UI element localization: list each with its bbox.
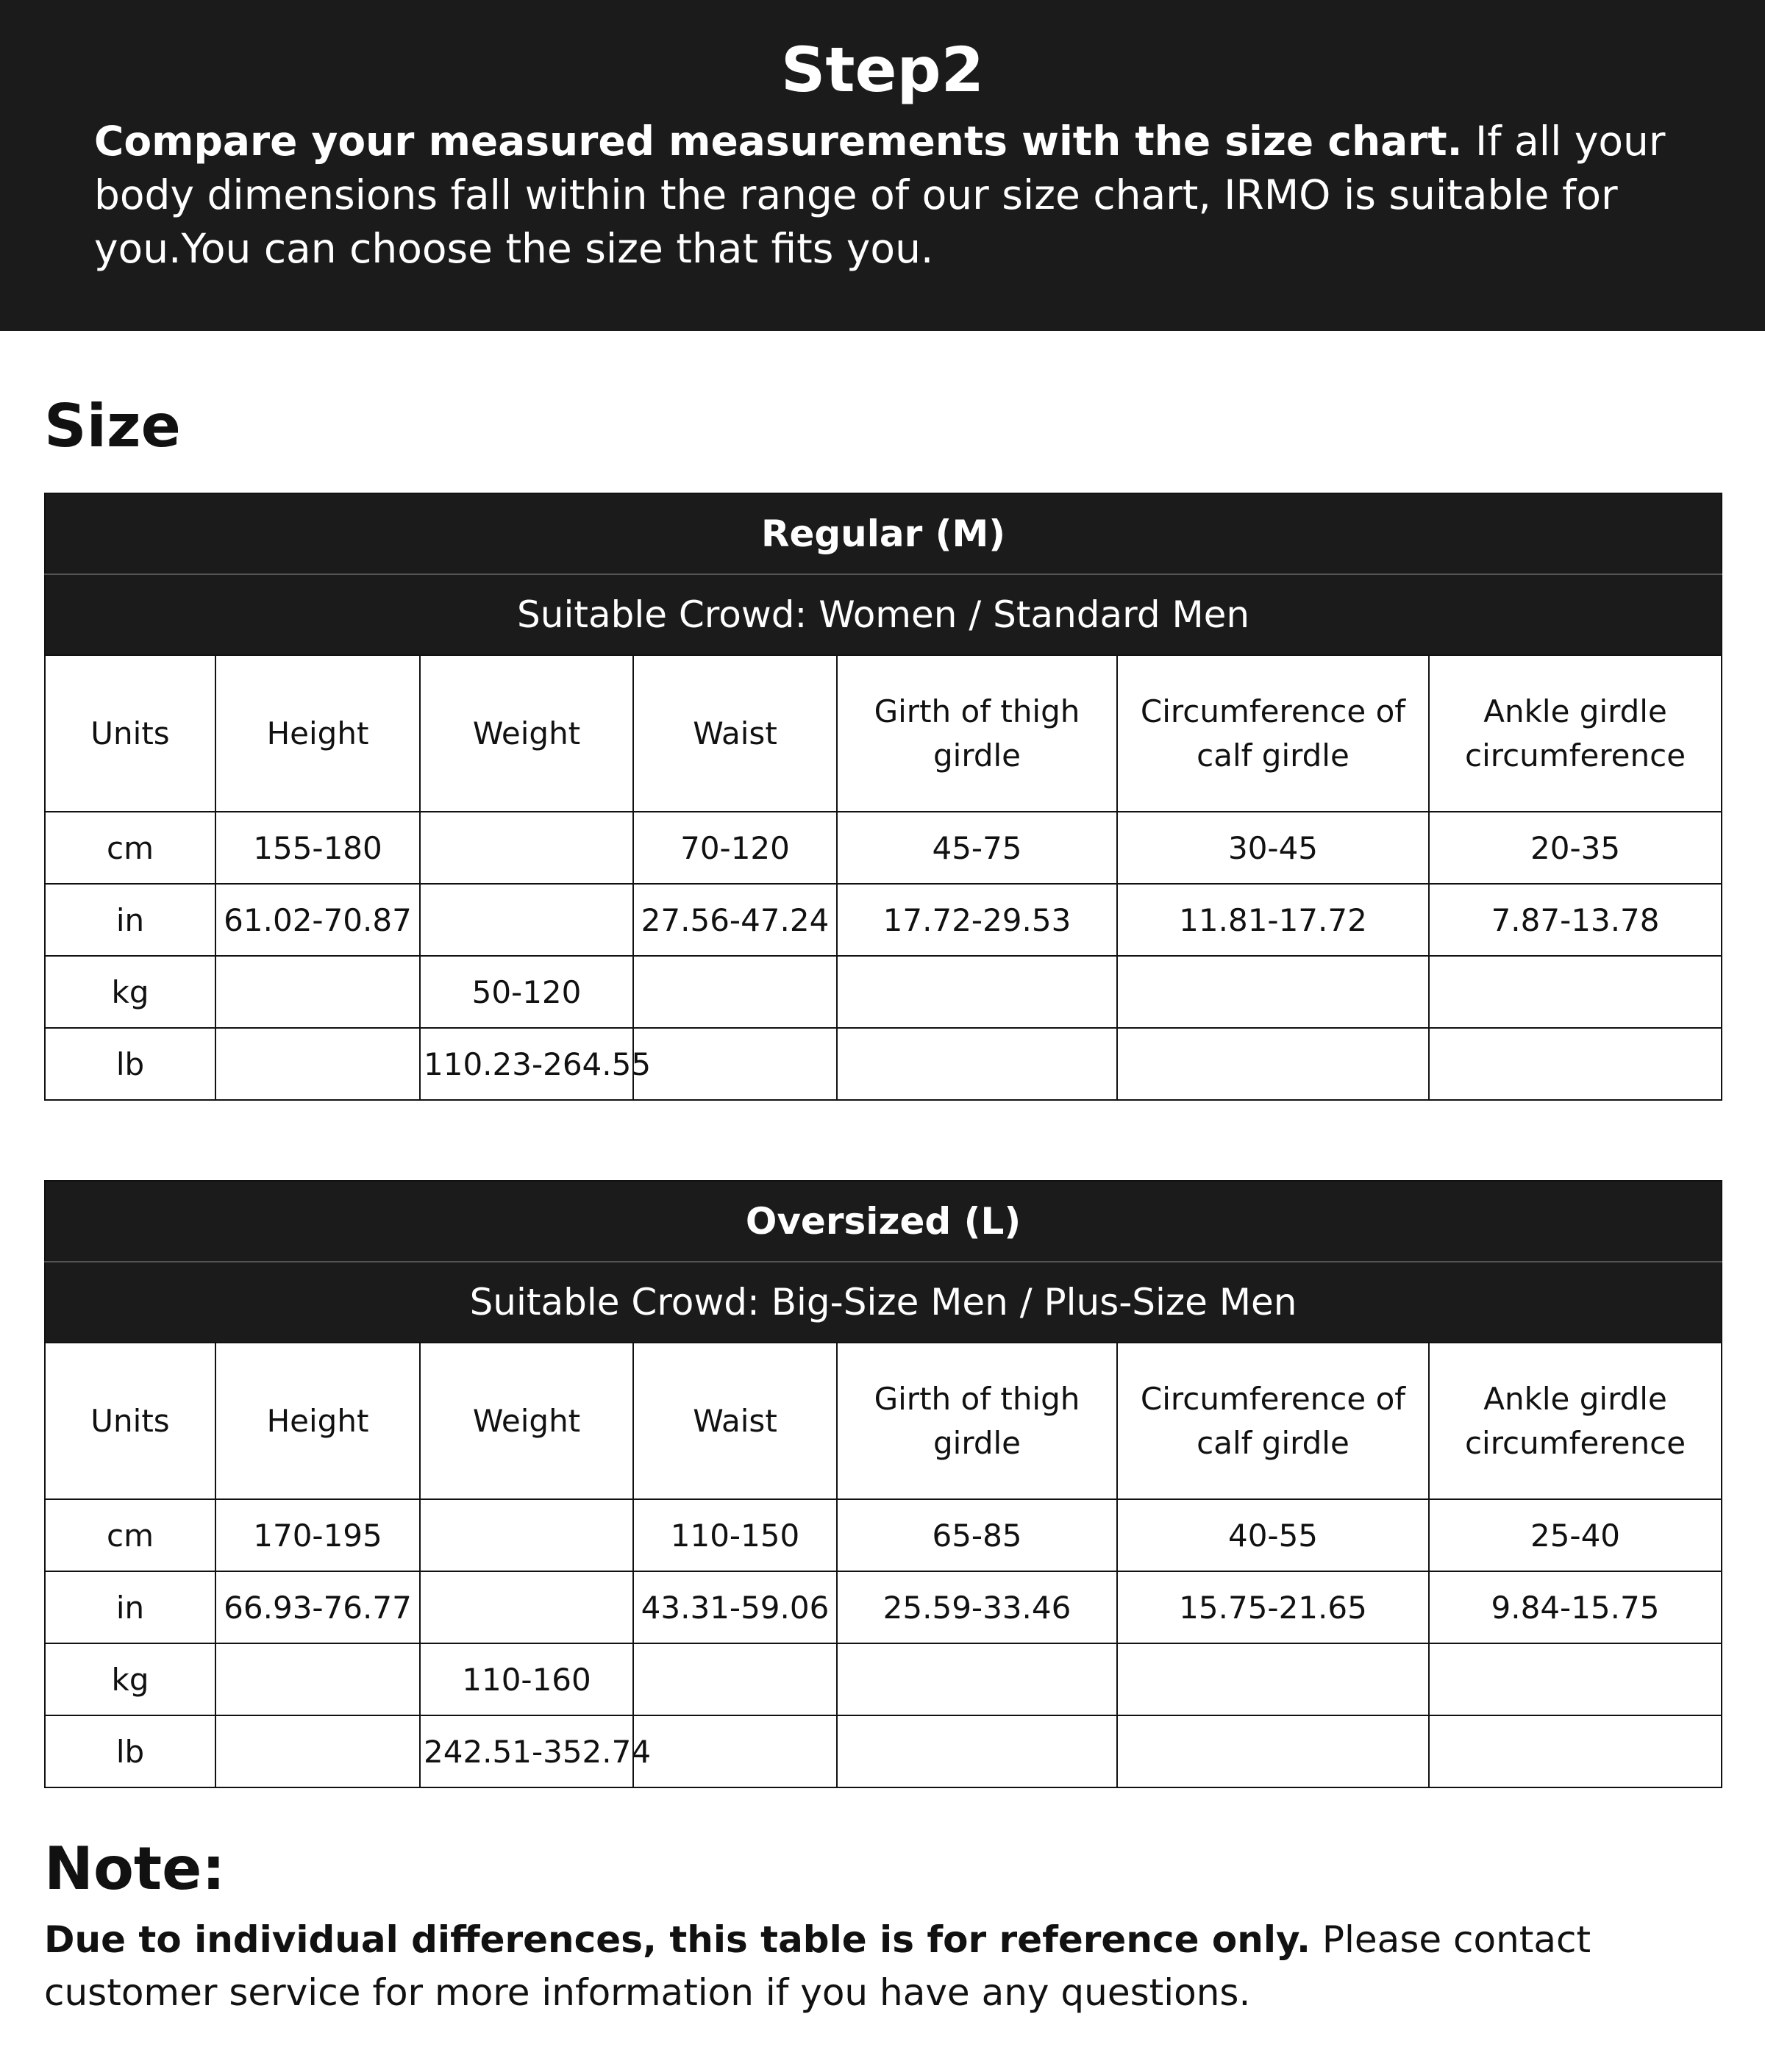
table-cell	[1429, 1028, 1722, 1100]
table-cell: 25-40	[1429, 1499, 1722, 1571]
column-header: Units	[45, 1343, 215, 1499]
table-cell: 43.31-59.06	[633, 1571, 837, 1643]
table-cell	[215, 1715, 420, 1787]
table-header-row	[45, 1343, 1722, 1499]
column-header: Height	[215, 655, 420, 812]
column-header: Ankle girdle circumference	[1429, 1343, 1722, 1499]
table-cell	[215, 956, 420, 1028]
table-row	[45, 1571, 1722, 1643]
table-cell	[633, 1028, 837, 1100]
table-cell	[837, 1643, 1117, 1715]
table-cell: 110-160	[420, 1643, 633, 1715]
column-header: Ankle girdle circumference	[1429, 655, 1722, 812]
table-title: Regular (M)	[45, 493, 1722, 574]
table-title-row	[45, 493, 1722, 574]
column-header: Height	[215, 1343, 420, 1499]
step-description	[94, 115, 1671, 276]
table-crowd: Suitable Crowd: Big-Size Men / Plus-Size Men	[45, 1262, 1722, 1343]
table-cell	[1117, 1028, 1429, 1100]
table-cell: 155-180	[215, 812, 420, 884]
step-title: Step2	[780, 34, 985, 106]
column-header: Circumference of calf girdle	[1117, 655, 1429, 812]
table-cell	[1117, 956, 1429, 1028]
table-cell: lb	[45, 1715, 215, 1787]
table-cell	[1429, 1715, 1722, 1787]
table-cell	[633, 1715, 837, 1787]
table-cell	[1429, 1643, 1722, 1715]
table-cell: 11.81-17.72	[1117, 884, 1429, 956]
table-cell: 30-45	[1117, 812, 1429, 884]
table-cell: in	[45, 884, 215, 956]
table-row	[45, 1643, 1722, 1715]
note-text-rest: Please contact customer service for more information if you have any questions.	[44, 1918, 1591, 2014]
table-crowd-row	[45, 574, 1722, 655]
column-header: Units	[45, 655, 215, 812]
table-cell: 70-120	[633, 812, 837, 884]
table-cell	[420, 884, 633, 956]
table-cell: 50-120	[420, 956, 633, 1028]
table-cell: 61.02-70.87	[215, 884, 420, 956]
table-cell	[1117, 1643, 1429, 1715]
table-cell: lb	[45, 1028, 215, 1100]
table-title-row	[45, 1181, 1722, 1262]
table-cell	[420, 1571, 633, 1643]
table-row	[45, 812, 1722, 884]
table-cell: in	[45, 1571, 215, 1643]
column-header: Waist	[633, 1343, 837, 1499]
note-text	[44, 1913, 1721, 2019]
column-header: Girth of thigh girdle	[837, 655, 1117, 812]
table-cell: 110.23-264.55	[420, 1028, 633, 1100]
table-cell	[633, 1643, 837, 1715]
table-cell: 45-75	[837, 812, 1117, 884]
table-cell: 15.75-21.65	[1117, 1571, 1429, 1643]
table-crowd-row	[45, 1262, 1722, 1343]
table-header-row	[45, 655, 1722, 812]
table-cell: 27.56-47.24	[633, 884, 837, 956]
table-cell: 66.93-76.77	[215, 1571, 420, 1643]
table-row	[45, 1715, 1722, 1787]
size-section-title: Size	[44, 392, 181, 460]
table-cell: 65-85	[837, 1499, 1117, 1571]
table-cell: 170-195	[215, 1499, 420, 1571]
step-description-rest: If all your body dimensions fall within the range of our size chart, IRMO is suitable for you.You can choose the size that fits you.	[94, 118, 1666, 272]
step-header	[0, 0, 1765, 331]
table-cell	[420, 1499, 633, 1571]
table-cell: 110-150	[633, 1499, 837, 1571]
table-cell	[837, 1028, 1117, 1100]
table-cell: cm	[45, 812, 215, 884]
table-cell	[1117, 1715, 1429, 1787]
table-cell	[837, 956, 1117, 1028]
table-cell	[633, 956, 837, 1028]
table-cell: 20-35	[1429, 812, 1722, 884]
column-header: Girth of thigh girdle	[837, 1343, 1117, 1499]
table-title: Oversized (L)	[45, 1181, 1722, 1262]
table-cell: 7.87-13.78	[1429, 884, 1722, 956]
table-row	[45, 1028, 1722, 1100]
table-cell	[215, 1028, 420, 1100]
column-header: Weight	[420, 655, 633, 812]
size-table-regular	[44, 493, 1722, 1101]
table-cell: kg	[45, 1643, 215, 1715]
table-cell: 17.72-29.53	[837, 884, 1117, 956]
table-row	[45, 884, 1722, 956]
table-cell: kg	[45, 956, 215, 1028]
table-cell	[420, 812, 633, 884]
table-cell: 9.84-15.75	[1429, 1571, 1722, 1643]
table-cell: 25.59-33.46	[837, 1571, 1117, 1643]
column-header: Weight	[420, 1343, 633, 1499]
table-crowd: Suitable Crowd: Women / Standard Men	[45, 574, 1722, 655]
table-cell	[215, 1643, 420, 1715]
step-description-bold: Compare your measured measurements with the size chart.	[94, 118, 1463, 165]
note-title: Note:	[44, 1835, 226, 1903]
table-row	[45, 956, 1722, 1028]
size-table-oversized	[44, 1180, 1722, 1788]
table-cell	[1429, 956, 1722, 1028]
note-text-bold: Due to individual differences, this table is for reference only.	[44, 1918, 1311, 1961]
column-header: Waist	[633, 655, 837, 812]
table-row	[45, 1499, 1722, 1571]
table-cell: 40-55	[1117, 1499, 1429, 1571]
column-header: Circumference of calf girdle	[1117, 1343, 1429, 1499]
table-cell: cm	[45, 1499, 215, 1571]
table-cell	[837, 1715, 1117, 1787]
table-cell: 242.51-352.74	[420, 1715, 633, 1787]
